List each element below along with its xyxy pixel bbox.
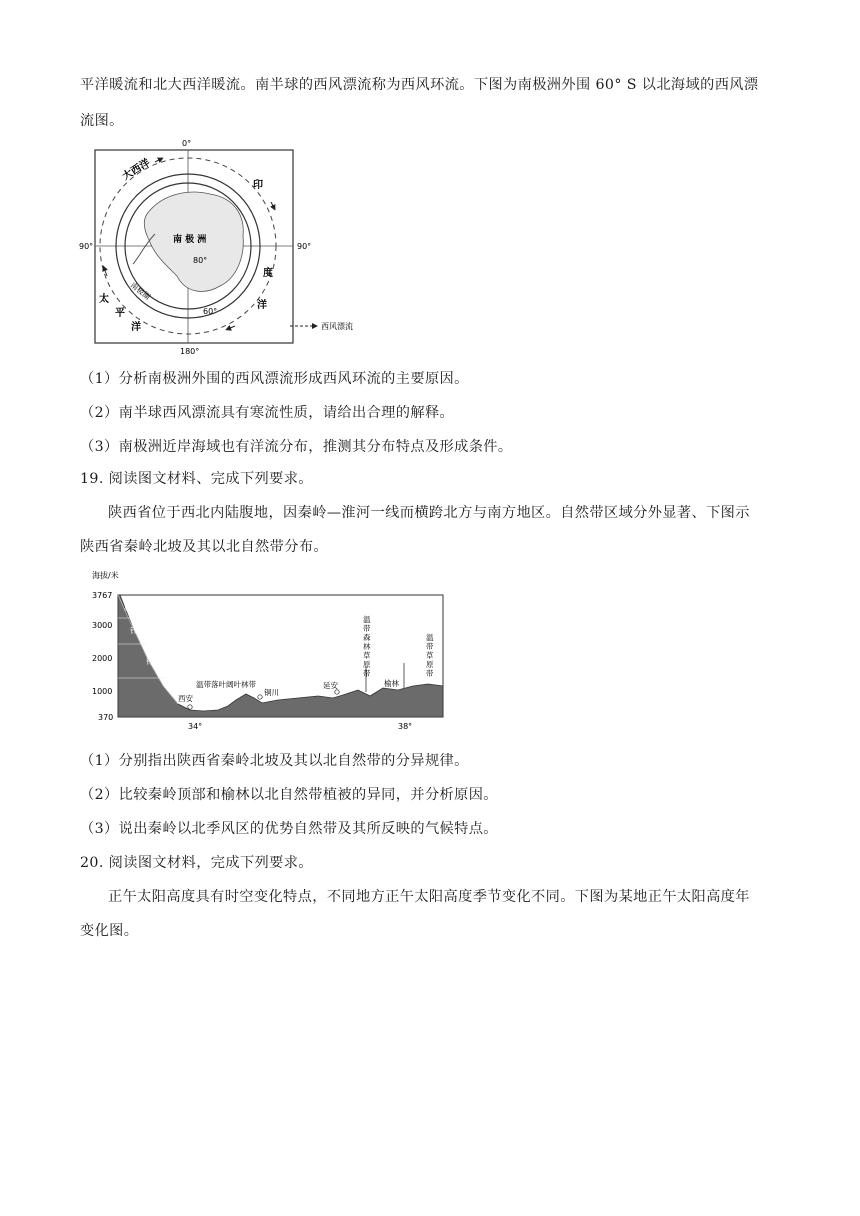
zone-label: 针叶阔叶混交林带 xyxy=(146,657,206,666)
y-tick: 3000 xyxy=(92,621,113,630)
place-marker xyxy=(188,705,192,709)
paragraph-line: 流图。 xyxy=(80,113,124,129)
ocean-label: 印 xyxy=(253,180,263,191)
svg-text:草: 草 xyxy=(363,651,371,660)
vertical-zone-label-2 xyxy=(426,633,434,678)
zone-label: 针叶林带 xyxy=(130,626,160,635)
degree-label: 180° xyxy=(180,347,200,356)
y-tick: 2000 xyxy=(92,654,113,663)
svg-text:带: 带 xyxy=(426,642,434,651)
place-label: 西安 xyxy=(178,694,193,703)
question-19-title: 19. 阅读图文材料、完成下列要求。 xyxy=(80,471,313,487)
degree-label: 90° xyxy=(79,242,94,251)
degree-label: 90° xyxy=(297,242,312,251)
place-label: 延安 xyxy=(323,681,338,690)
question-19-1: （1）分别指出陕西省秦岭北坡及其以北自然带的分异规律。 xyxy=(80,753,469,769)
question-20-title: 20. 阅读图文材料，完成下列要求。 xyxy=(80,855,313,871)
degree-label: 60° xyxy=(203,307,218,316)
place-label: 铜川 xyxy=(264,688,279,697)
degree-label: 0° xyxy=(182,139,192,148)
ocean-label: 平 xyxy=(115,308,125,319)
vegetation-profile-chart xyxy=(78,568,448,730)
ocean-label: 度 xyxy=(263,268,273,279)
degree-label: 80° xyxy=(193,256,208,265)
question-19-3: （3）说出秦岭以北季风区的优势自然带及其所反映的气候特点。 xyxy=(80,821,498,837)
legend-label: 西风漂流 xyxy=(321,322,353,331)
ocean-label: 洋 xyxy=(131,322,141,333)
ocean-label-atlantic: 大西洋 xyxy=(120,157,153,183)
svg-text:带: 带 xyxy=(363,669,371,678)
question-18-1: （1）分析南极洲外围的西风漂流形成西风环流的主要原因。 xyxy=(80,371,469,387)
svg-text:带: 带 xyxy=(426,669,434,678)
terrain-profile xyxy=(118,595,443,717)
paragraph-line: 陕西省位于西北内陆腹地，因秦岭—淮河一线而横跨北方与南方地区。自然带区域分外显著、下图示 xyxy=(108,505,750,521)
paragraph-line: 正午太阳高度具有时空变化特点，不同地方正午太阳高度季节变化不同。下图为某地正午太阳高度年 xyxy=(108,889,750,905)
ocean-label: 太 xyxy=(99,294,109,305)
place-marker xyxy=(335,690,339,694)
westerly-drift-map xyxy=(79,136,375,358)
svg-text:带: 带 xyxy=(363,624,371,633)
svg-text:原: 原 xyxy=(426,660,434,669)
x-tick: 34° xyxy=(188,722,203,731)
question-18-3: （3）南极洲近岸海域也有洋流分布，推测其分布特点及形成条件。 xyxy=(80,439,513,455)
svg-text:原: 原 xyxy=(363,660,371,669)
svg-text:森: 森 xyxy=(363,633,371,642)
svg-text:草: 草 xyxy=(426,651,434,660)
svg-text:温: 温 xyxy=(426,633,434,642)
paragraph-line: 陕西省秦岭北坡及其以北自然带分布。 xyxy=(80,539,328,555)
continent-label: 南 极 洲 xyxy=(173,235,207,245)
x-tick: 38° xyxy=(398,722,413,731)
question-18-2: （2）南半球西风漂流具有寒流性质，请给出合理的解释。 xyxy=(80,405,455,421)
svg-text:林: 林 xyxy=(363,642,371,651)
y-tick: 1000 xyxy=(92,687,113,696)
zone-label: 温带落叶阔叶林带 xyxy=(196,680,256,689)
vertical-zone-label-1 xyxy=(363,615,371,678)
circle-label: 南极圈 xyxy=(128,280,153,302)
svg-text:温: 温 xyxy=(363,615,371,624)
paragraph-line: 平洋暖流和北大西洋暖流。南半球的西风漂流称为西风环流。下图为南极洲外围 60° S 以北海域的西风漂 xyxy=(80,77,759,93)
paragraph-line: 变化图。 xyxy=(80,923,139,939)
y-tick: 370 xyxy=(98,713,114,722)
y-tick: 3767 xyxy=(92,591,113,600)
ocean-label: 洋 xyxy=(257,300,267,311)
question-19-2: （2）比较秦岭顶部和榆林以北自然带植被的异同，并分析原因。 xyxy=(80,787,498,803)
place-marker xyxy=(258,695,262,699)
place-label: 榆林 xyxy=(384,679,399,688)
y-axis-label: 海拔/米 xyxy=(92,571,119,580)
zone-label: 温丛草甸带 xyxy=(124,603,162,612)
